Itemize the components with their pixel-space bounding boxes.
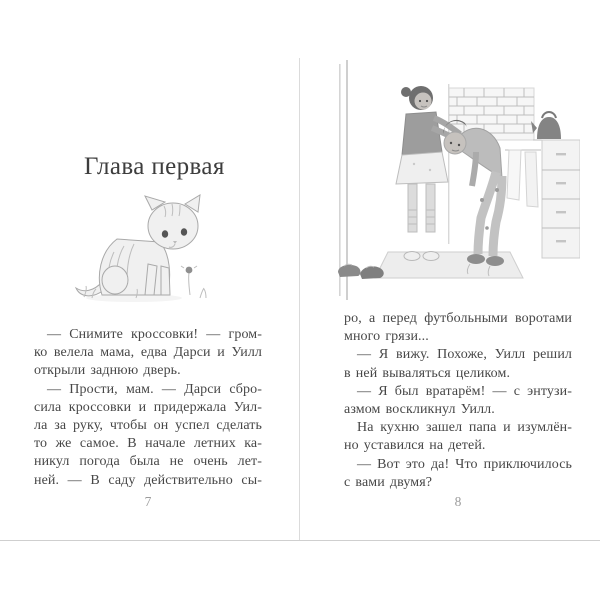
text-line: — Я был вратарём! — с энтузи- (357, 383, 572, 399)
text-line: то же самое. В начале летних ка- (34, 436, 262, 452)
text-line: ко велела мама, едва Дарси и Уилл (34, 345, 262, 361)
page-spine-divider (299, 58, 300, 540)
text-line: — Прости, мам. — Дарси сбро- (47, 381, 262, 397)
kettle (531, 112, 561, 139)
page-bottom-edge (0, 540, 600, 541)
text-line: никул погода была не очень лет- (34, 454, 262, 470)
text-line: открыли заднюю дверь. (34, 363, 181, 379)
chapter-title: Глава первая (84, 153, 225, 180)
right-page (344, 58, 572, 540)
page-number-right: 8 (454, 494, 462, 509)
text-line: — Снимите кроссовки! — гром- (47, 327, 262, 342)
kitten-illustration (72, 194, 212, 312)
text-line: ро, а перед футбольными воротами (344, 311, 572, 326)
muddy-shoes (338, 264, 384, 279)
text-line: сила кроссовки и придержала Уил- (34, 399, 262, 415)
door-mat (375, 252, 523, 278)
text-line: в ней вываляться целиком. (344, 365, 511, 381)
text-line: с вами двумя? (344, 474, 433, 490)
text-line: много грязи... (344, 329, 429, 345)
right-page-text (344, 310, 572, 492)
brick-wall (449, 88, 534, 140)
left-page (34, 58, 262, 540)
drawer-cabinet (542, 140, 580, 258)
text-line: — Вот это да! Что приключилось (357, 456, 572, 472)
text-line: — Я вижу. Похоже, Уилл решил (357, 347, 572, 363)
text-line: ней. — В саду действительно сы- (34, 472, 262, 488)
text-line: но уставился на детей. (344, 438, 486, 454)
text-line: азмом воскликнул Уилл. (344, 401, 495, 417)
page-number-left: 7 (144, 494, 152, 509)
text-line: ла за руку, чтобы он успел сделать (34, 417, 262, 433)
towels (505, 150, 541, 207)
left-page-text (34, 326, 262, 490)
children-illustration (330, 60, 580, 300)
text-line: На кухню зашел папа и изумлён- (357, 420, 572, 436)
